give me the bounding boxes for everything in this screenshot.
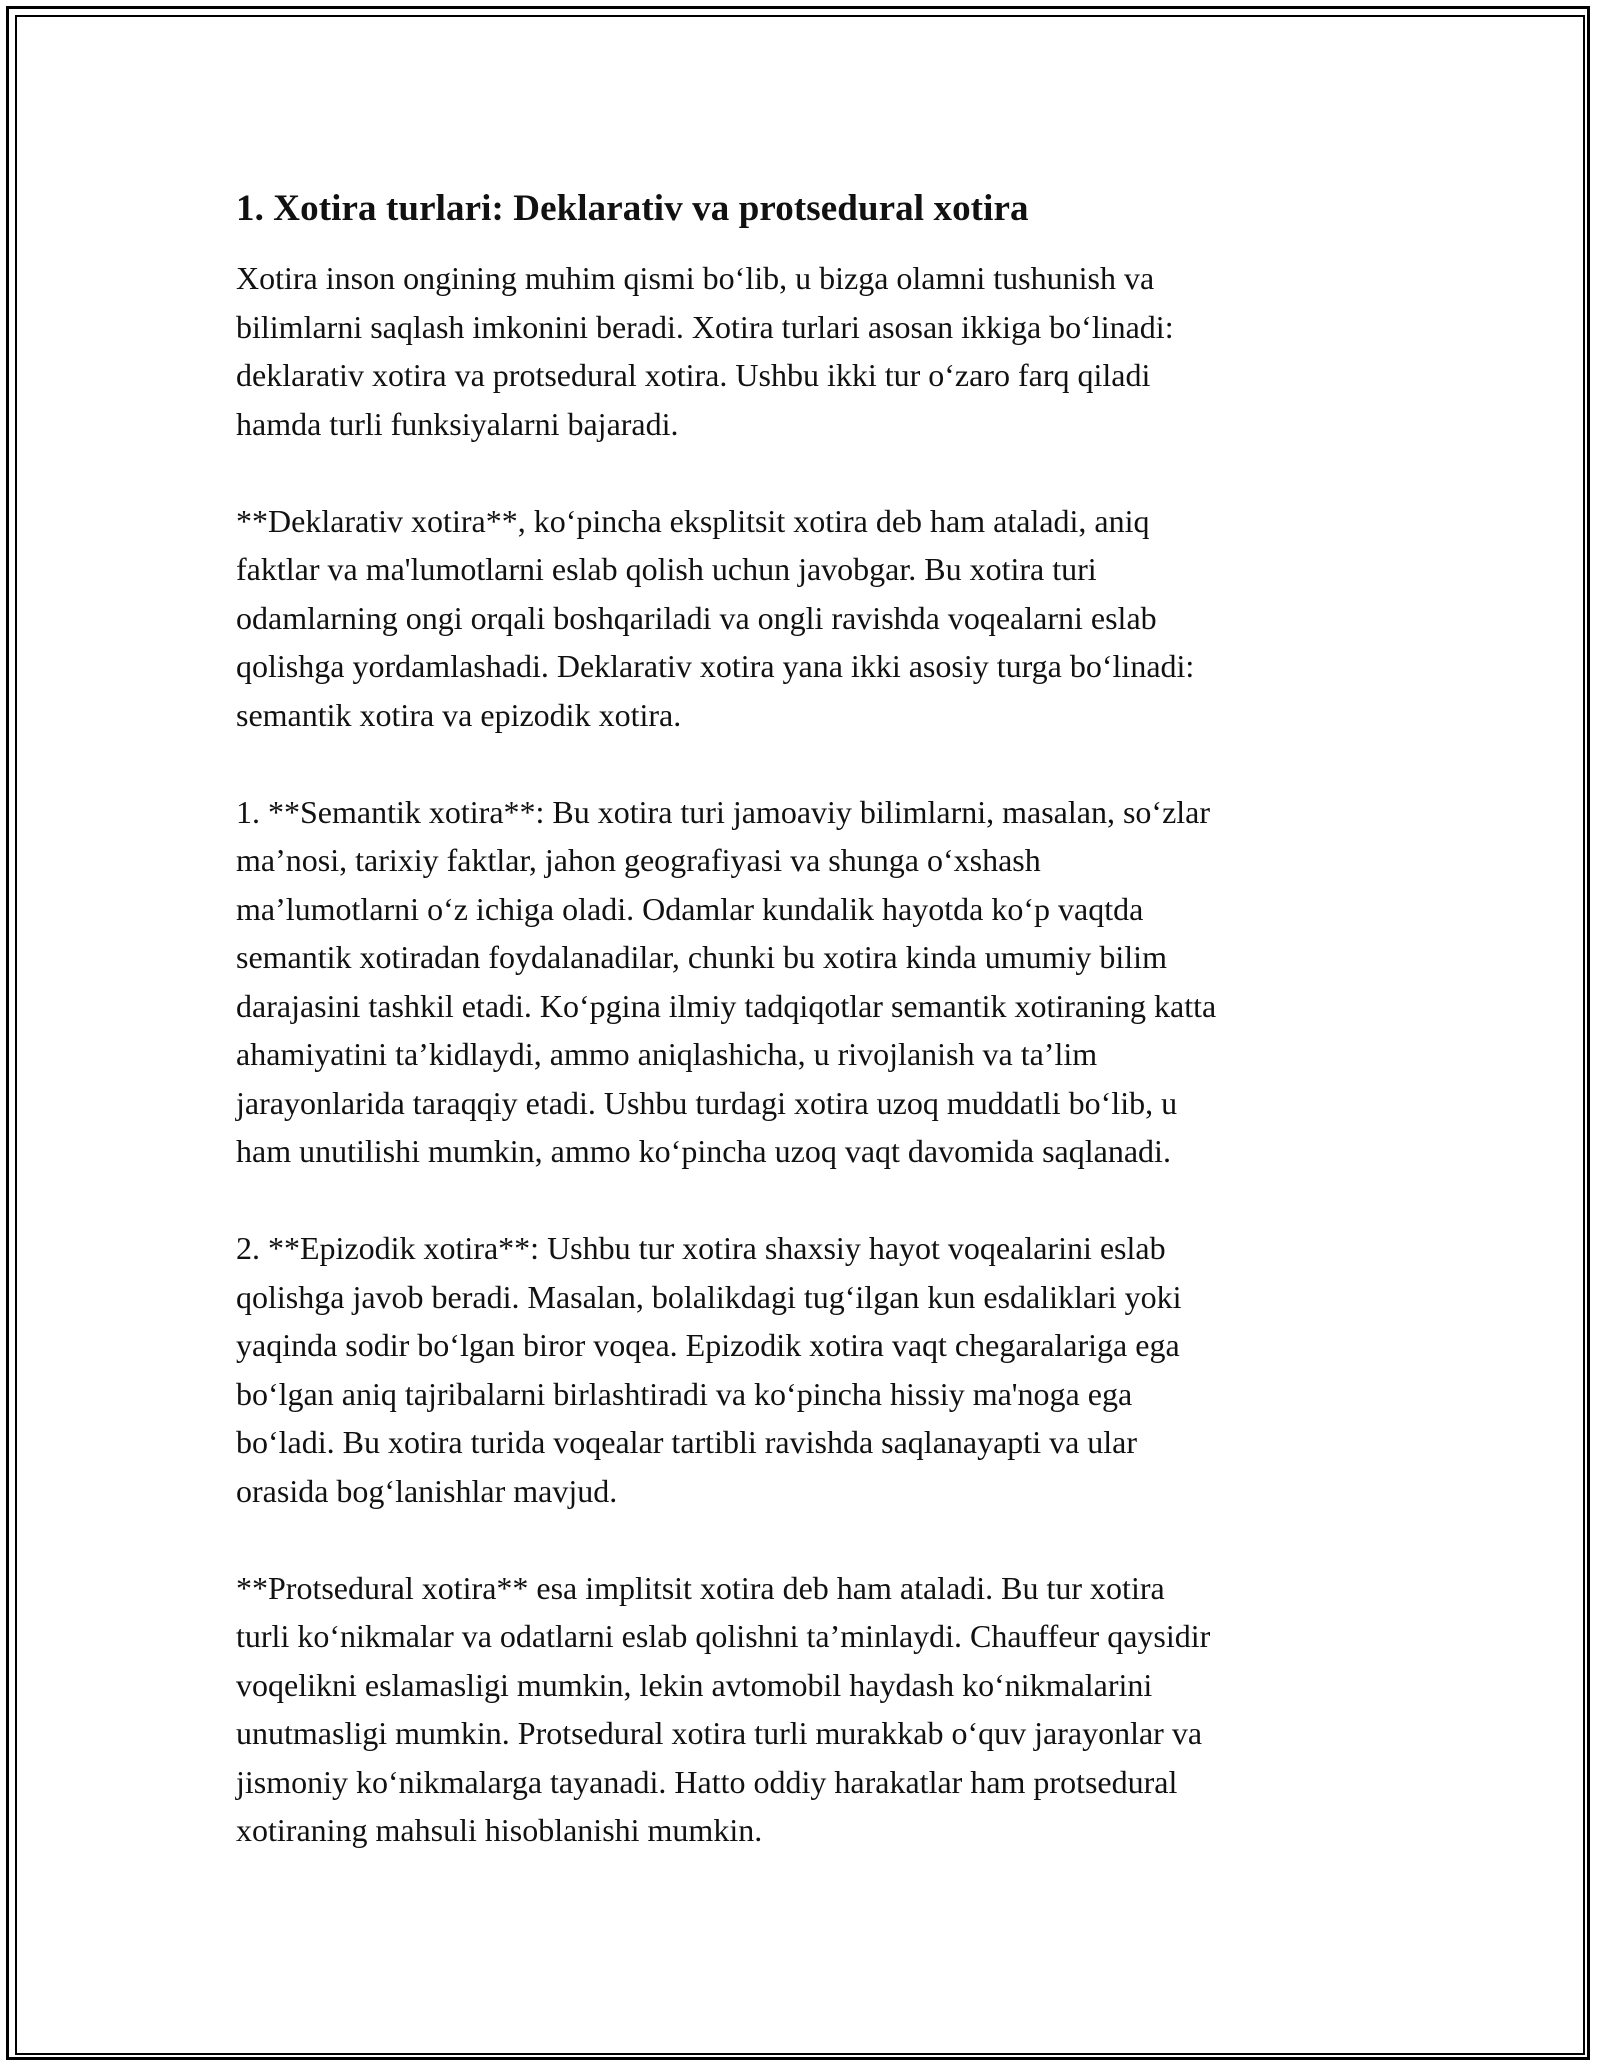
paragraph-declarative: **Deklarativ xotira**, ko‘pincha eksplitsit xotira deb ham ataladi, aniq faktlar va ma'lumotlarni eslab qolish uchun javobgar. Bu xotira turi odamlarning ongi orqali boshqariladi va ongli ravishda voqealarni eslab qolishga yordamlashadi. Deklarativ xotira yana ikki asosiy turga bo‘linadi: semantik xotira va epizodik xotira. xyxy=(236,502,1195,733)
paragraph-intro: Xotira inson ongining muhim qismi bo‘lib, u bizga olamni tushunish va bilimlarni saqlash imkonini beradi. Xotira turlari asosan ikkiga bo‘linadi: deklarativ xotira va protsedural xotira. Ushbu ikki tur o‘zaro farq qiladi hamda turli funksiyalarni bajaradi. xyxy=(236,260,1174,442)
paragraph-procedural: **Protsedural xotira** esa implitsit xotira deb ham ataladi. Bu tur xotira turli ko‘nikmalar va odatlarni eslab qolishni ta’minlaydi. Chauffeur qaysidir voqelikni eslamasligi mumkin, lekin avtomobil haydash ko‘nikmalarini unutmasligi mumkin. Protsedural xotira turli murakkab o‘quv jarayonlar va jismoniy ko‘nikmalarga tayanadi. Hatto oddiy harakatlar ham protsedural xotiraning mahsuli hisoblanishi mumkin. xyxy=(236,1569,1211,1848)
paragraph-episodic: 2. **Epizodik xotira**: Ushbu tur xotira shaxsiy hayot voqealarini eslab qolishga javob beradi. Masalan, bolalikdagi tug‘ilgan kun esdaliklari yoki yaqinda sodir bo‘lgan biror voqea. Epizodik xotira vaqt chegaralariga ega bo‘lgan aniq tajribalarni birlashtiradi va ko‘pincha hissiy ma'noga ega bo‘ladi. Bu xotira turida voqealar tartibli ravishda saqlanayapti va ular orasida bog‘lanishlar mavjud. xyxy=(236,1230,1182,1509)
document-title: 1. Xotira turlari: Deklarativ va protsedural xotira xyxy=(236,188,1029,229)
document-body xyxy=(236,184,1376,1855)
paragraph-semantic: 1. **Semantik xotira**: Bu xotira turi jamoaviy bilimlarni, masalan, so‘zlar ma’nosi, tarixiy faktlar, jahon geografiyasi va shunga o‘xshash ma’lumotlarni o‘z ichiga oladi. Odamlar kundalik hayotda ko‘p vaqtda semantik xotiradan foydalanadilar, chunki bu xotira kinda umumiy bilim darajasini tashkil etadi. Ko‘pgina ilmiy tadqiqotlar semantik xotiraning katta ahamiyatini ta’kidlaydi, ammo aniqlashicha, u rivojlanish va ta’lim jarayonlarida taraqqiy etadi. Ushbu turdagi xotira uzoq muddatli bo‘lib, u ham unutilishi mumkin, ammo ko‘pincha uzoq vaqt davomida saqlanadi. xyxy=(236,793,1217,1169)
